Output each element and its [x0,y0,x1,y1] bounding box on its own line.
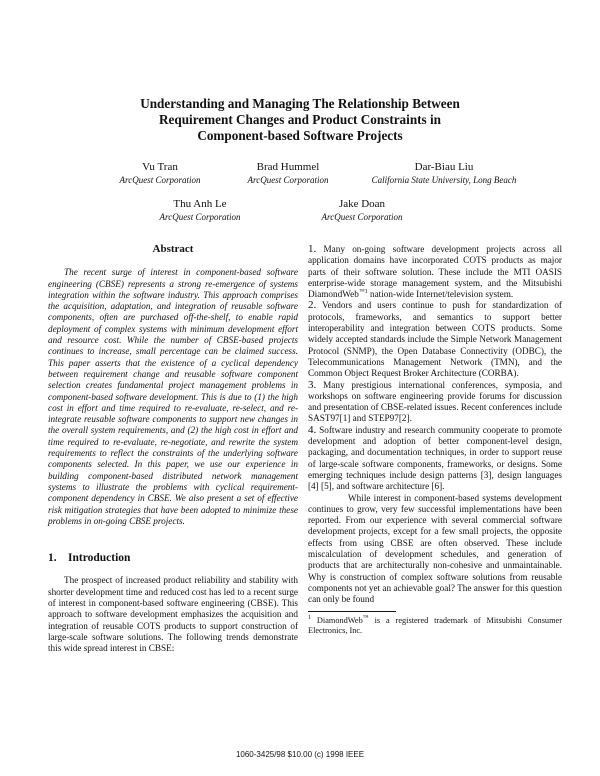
author-affiliation: ArcQuest Corporation [247,175,329,185]
author-name: Brad Hummel [256,161,320,173]
introduction-text: The prospect of increased product reliability and stability with shorter development time and reduced cost has led to a recent surge of interest in component-based software engineering (CBSE). This approach to software development emphasizes the acquisition and integration of reusable COTS products to support construction of large-scale software solutions. The following trends demonstrate this wide spread interest in CBSE: [48,575,298,654]
trend-number: 1. [308,243,317,255]
trend-text: Vendors and users continue to push for standardization of protocols, frameworks, and semantics to support better interoperability and integration between COTS products. Some widely accepted standards include the Simple Network Management Protocol (SNMP), the Open Database Connectivity (ODBC), the Telecommunications Management Network (TMN), and the Common Object Request Broker Architecture (CORBA). [308,300,562,379]
trend-item [308,425,562,493]
footnote-mark: 1 [308,614,311,621]
trend-text: Software industry and research community cooperate to promote development and adoption of better component-level design, packaging, and documentation techniques, in order to support reuse of large-scale software components, frameworks, or designs. Some emerging techniques include design patterns [3], design languages [4] [5], and software architecture [6]. [308,424,563,492]
author-affiliation: ArcQuest Corporation [119,175,201,185]
abstract-heading: Abstract [152,243,194,255]
left-column [48,244,298,655]
trademark-mark: ™ [362,614,369,621]
author-name: Vu Tran [142,161,178,173]
trend-item [308,244,562,300]
trend-number: 4. [308,423,317,436]
copyright-footer: 1060-3425/98 $10.00 (c) 1998 IEEE [235,750,365,759]
footnote-name: DiamondWeb [316,615,363,625]
author-name: Dar-Biau Liu [414,161,474,173]
trend-item [308,300,562,379]
author-3 [344,160,544,186]
paper-title [0,96,600,144]
author-name: Thu Anh Le [173,198,227,210]
author-affiliation: ArcQuest Corporation [159,212,241,222]
footnote-text: is a registered trademark of Mitsubishi Consumer Electronics, Inc. [308,615,562,635]
author-affiliation: California State University, Long Beach [371,175,517,185]
trend-number: 3. [308,378,317,391]
trend-text-end: nation-wide Internet/television system. [367,289,514,300]
author-affiliation: ArcQuest Corporation [321,212,403,222]
introduction-heading [48,553,298,564]
title-line-3: Component-based Software Projects [197,128,403,143]
trend-item [308,380,562,425]
author-name: Jake Doan [338,198,386,210]
title-line-1: Understanding and Managing The Relationship Between [140,96,460,111]
footnote-mark: 1 [364,289,368,296]
footnote-rule [308,611,396,612]
section-number: 1. [48,552,57,565]
trend-text: Many on-going software development projects across all application domains have incorporated COTS products as major parts of their software solution. These include the MTI OASIS enterprise-wide storage management system, and the Mitsubishi DiamondWeb [308,244,563,300]
section-title: Introduction [68,552,131,565]
trend-text: Many prestigious international conferences, symposia, and workshops on software engineering provide forums for discussion and presentation of CBSE-related issues. Recent conferences include SAST97[1] and STEP97[2]. [308,379,562,424]
footnote [308,616,562,637]
author-5 [262,197,462,223]
trend-number: 2. [308,299,317,312]
abstract-text: The recent surge of interest in component-based software engineering (CBSE) represents a strong re-emergence of systems integration within the software industry. This approach comprises the acquisition, adaptation, and integration of reusable software components, often are purchased off-the-shelf, to enable rapid deployment of complex systems with minimum development effort and resource cost. While the number of CBSE-based projects continues to increase, small percentage can be claimed success. This paper asserts that the existence of a cyclical dependency between requirement change and reusable software component selection creates fundamental project management problems in component-based software development. This is due to (1) the high cost in effort and time required to re-evaluate, re-select, and re-integrate reusable software components to support new changes in the overall system requirements, and (2) the high cost in effort and time required to re-evaluate, re-negotiate, and rewrite the system requirements to reflect the constraints of the underlying software components selected. In this paper, we use our experience in building component-based distributed network management systems to illustrate the problems with cyclical requirement-component dependency in CBSE. We also present a set of effective risk mitigation strategies that have been adopted to minimize these problems in on-going CBSE projects. [48,267,298,526]
title-line-2: Requirement Changes and Product Constraints in [159,112,441,127]
right-column [308,244,562,637]
continuation-paragraph: While interest in component-based systems development continues to grow, very few successful implementations have been reported. From our experience with several commercial software development projects, except for a few small projects, the opposite effects from using CBSE are often observed. These include miscalculation of development schedules, and generation of products that are architecturally non-cohesive and unmaintainable. Why is construction of complex software solutions from reusable components not yet an achievable goal? The answer for this question can only be found [308,492,562,605]
trademark-mark: ™ [358,289,365,296]
